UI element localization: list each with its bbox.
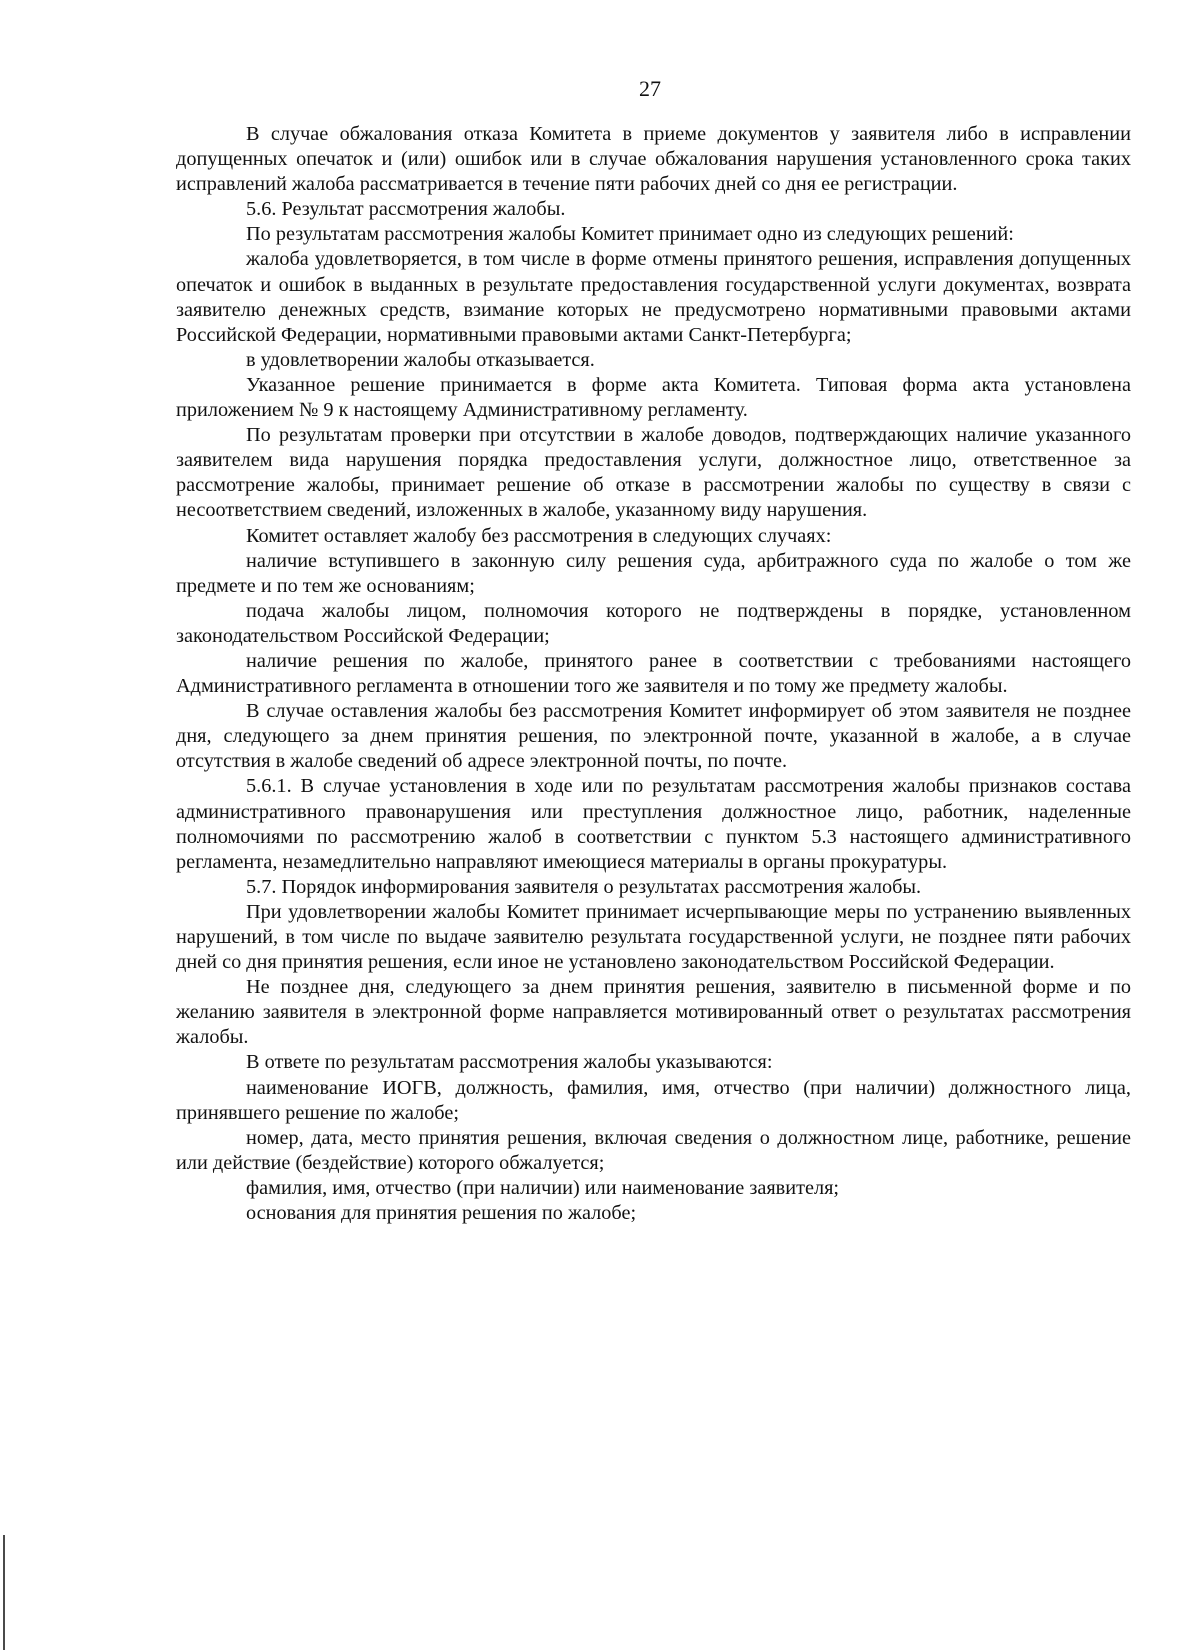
paragraph: По результатам проверки при отсутствии в жалобе доводов, подтверждающих наличие указанного заявителем вида нарушения порядка предоставления услуги, должностное лицо, ответственное за рассмотрение жалобы, принимает решение об отказе в рассмотрении жалобы по существу в связи с несоответствием сведений, изложенных в жалобе, указанному виду нарушения. bbox=[176, 424, 1131, 522]
document-body bbox=[176, 122, 1131, 1226]
list-item: основания для принятия решения по жалобе; bbox=[246, 1202, 637, 1225]
paragraph: В ответе по результатам рассмотрения жалобы указываются: bbox=[246, 1051, 773, 1074]
paragraph: При удовлетворении жалобы Комитет принимает исчерпывающие меры по устранению выявленных нарушений, в том числе по выдаче заявителю результата государственной услуги, не позднее пяти рабочих дней со дня принятия решения, если иное не установлено законодательством Российской Федерации. bbox=[176, 900, 1131, 974]
list-item: в удовлетворении жалобы отказывается. bbox=[246, 348, 595, 371]
list-item: жалоба удовлетворяется, в том числе в форме отмены принятого решения, исправления допущенных опечаток и ошибок в выданных в результате предоставления государственной услуги документах, возврата заявителю денежных средств, взимание которых не предусмотрено нормативными правовыми актами Российской Федерации, нормативными правовыми актами Санкт-Петербурга; bbox=[176, 248, 1131, 346]
list-item: наименование ИОГВ, должность, фамилия, имя, отчество (при наличии) должностного лица, принявшего решение по жалобе; bbox=[176, 1076, 1131, 1124]
paragraph: По результатам рассмотрения жалобы Комитет принимает одно из следующих решений: bbox=[246, 223, 1014, 246]
list-item: фамилия, имя, отчество (при наличии) или наименование заявителя; bbox=[246, 1176, 840, 1199]
paragraph: Указанное решение принимается в форме акта Комитета. Типовая форма акта установлена приложением № 9 к настоящему Административному регламенту. bbox=[176, 373, 1131, 422]
list-item: номер, дата, место принятия решения, включая сведения о должностном лице, работнике, решение или действие (бездействие) которого обжалуется; bbox=[176, 1126, 1131, 1174]
scan-edge-line bbox=[3, 1535, 5, 1650]
paragraph: Не позднее дня, следующего за днем принятия решения, заявителю в письменной форме и по желанию заявителя в электронной форме направляется мотивированный ответ о результатах рассмотрения жалобы. bbox=[176, 976, 1131, 1049]
list-item: подача жалобы лицом, полномочия которого не подтверждены в порядке, установленном законодательством Российской Федерации; bbox=[176, 599, 1131, 647]
page-number: 27 bbox=[639, 76, 661, 101]
paragraph: В случае оставления жалобы без рассмотрения Комитет информирует об этом заявителя не позднее дня, следующего за днем принятия решения, по электронной почте, указанной в жалобе, а в случае отсутствия в жалобе сведений об адресе электронной почты, по почте. bbox=[176, 700, 1131, 773]
list-item: наличие вступившего в законную силу решения суда, арбитражного суда по жалобе о том же предмете и по тем же основаниям; bbox=[176, 549, 1131, 597]
section-heading-5-6: 5.6. Результат рассмотрения жалобы. bbox=[246, 198, 566, 221]
section-heading-5-7: 5.7. Порядок информирования заявителя о результатах рассмотрения жалобы. bbox=[246, 875, 922, 898]
section-paragraph-5-6-1: 5.6.1. В случае установления в ходе или по результатам рассмотрения жалобы признаков состава административного правонарушения или преступления должностное лицо, работник, наделенные полномочиями по рассмотрению жалоб в соответствии с пунктом 5.3 настоящего административного регламента, незамедлительно направляют имеющиеся материалы в органы прокуратуры. bbox=[176, 775, 1131, 873]
paragraph: В случае обжалования отказа Комитета в приеме документов у заявителя либо в исправлении допущенных опечаток и (или) ошибок или в случае обжалования нарушения установленного срока таких исправлений жалоба рассматривается в течение пяти рабочих дней со дня ее регистрации. bbox=[176, 123, 1131, 196]
paragraph: Комитет оставляет жалобу без рассмотрения в следующих случаях: bbox=[246, 524, 832, 547]
list-item: наличие решения по жалобе, принятого ранее в соответствии с требованиями настоящего Административного регламента в отношении того же заявителя и по тому же предмету жалобы. bbox=[176, 649, 1131, 698]
